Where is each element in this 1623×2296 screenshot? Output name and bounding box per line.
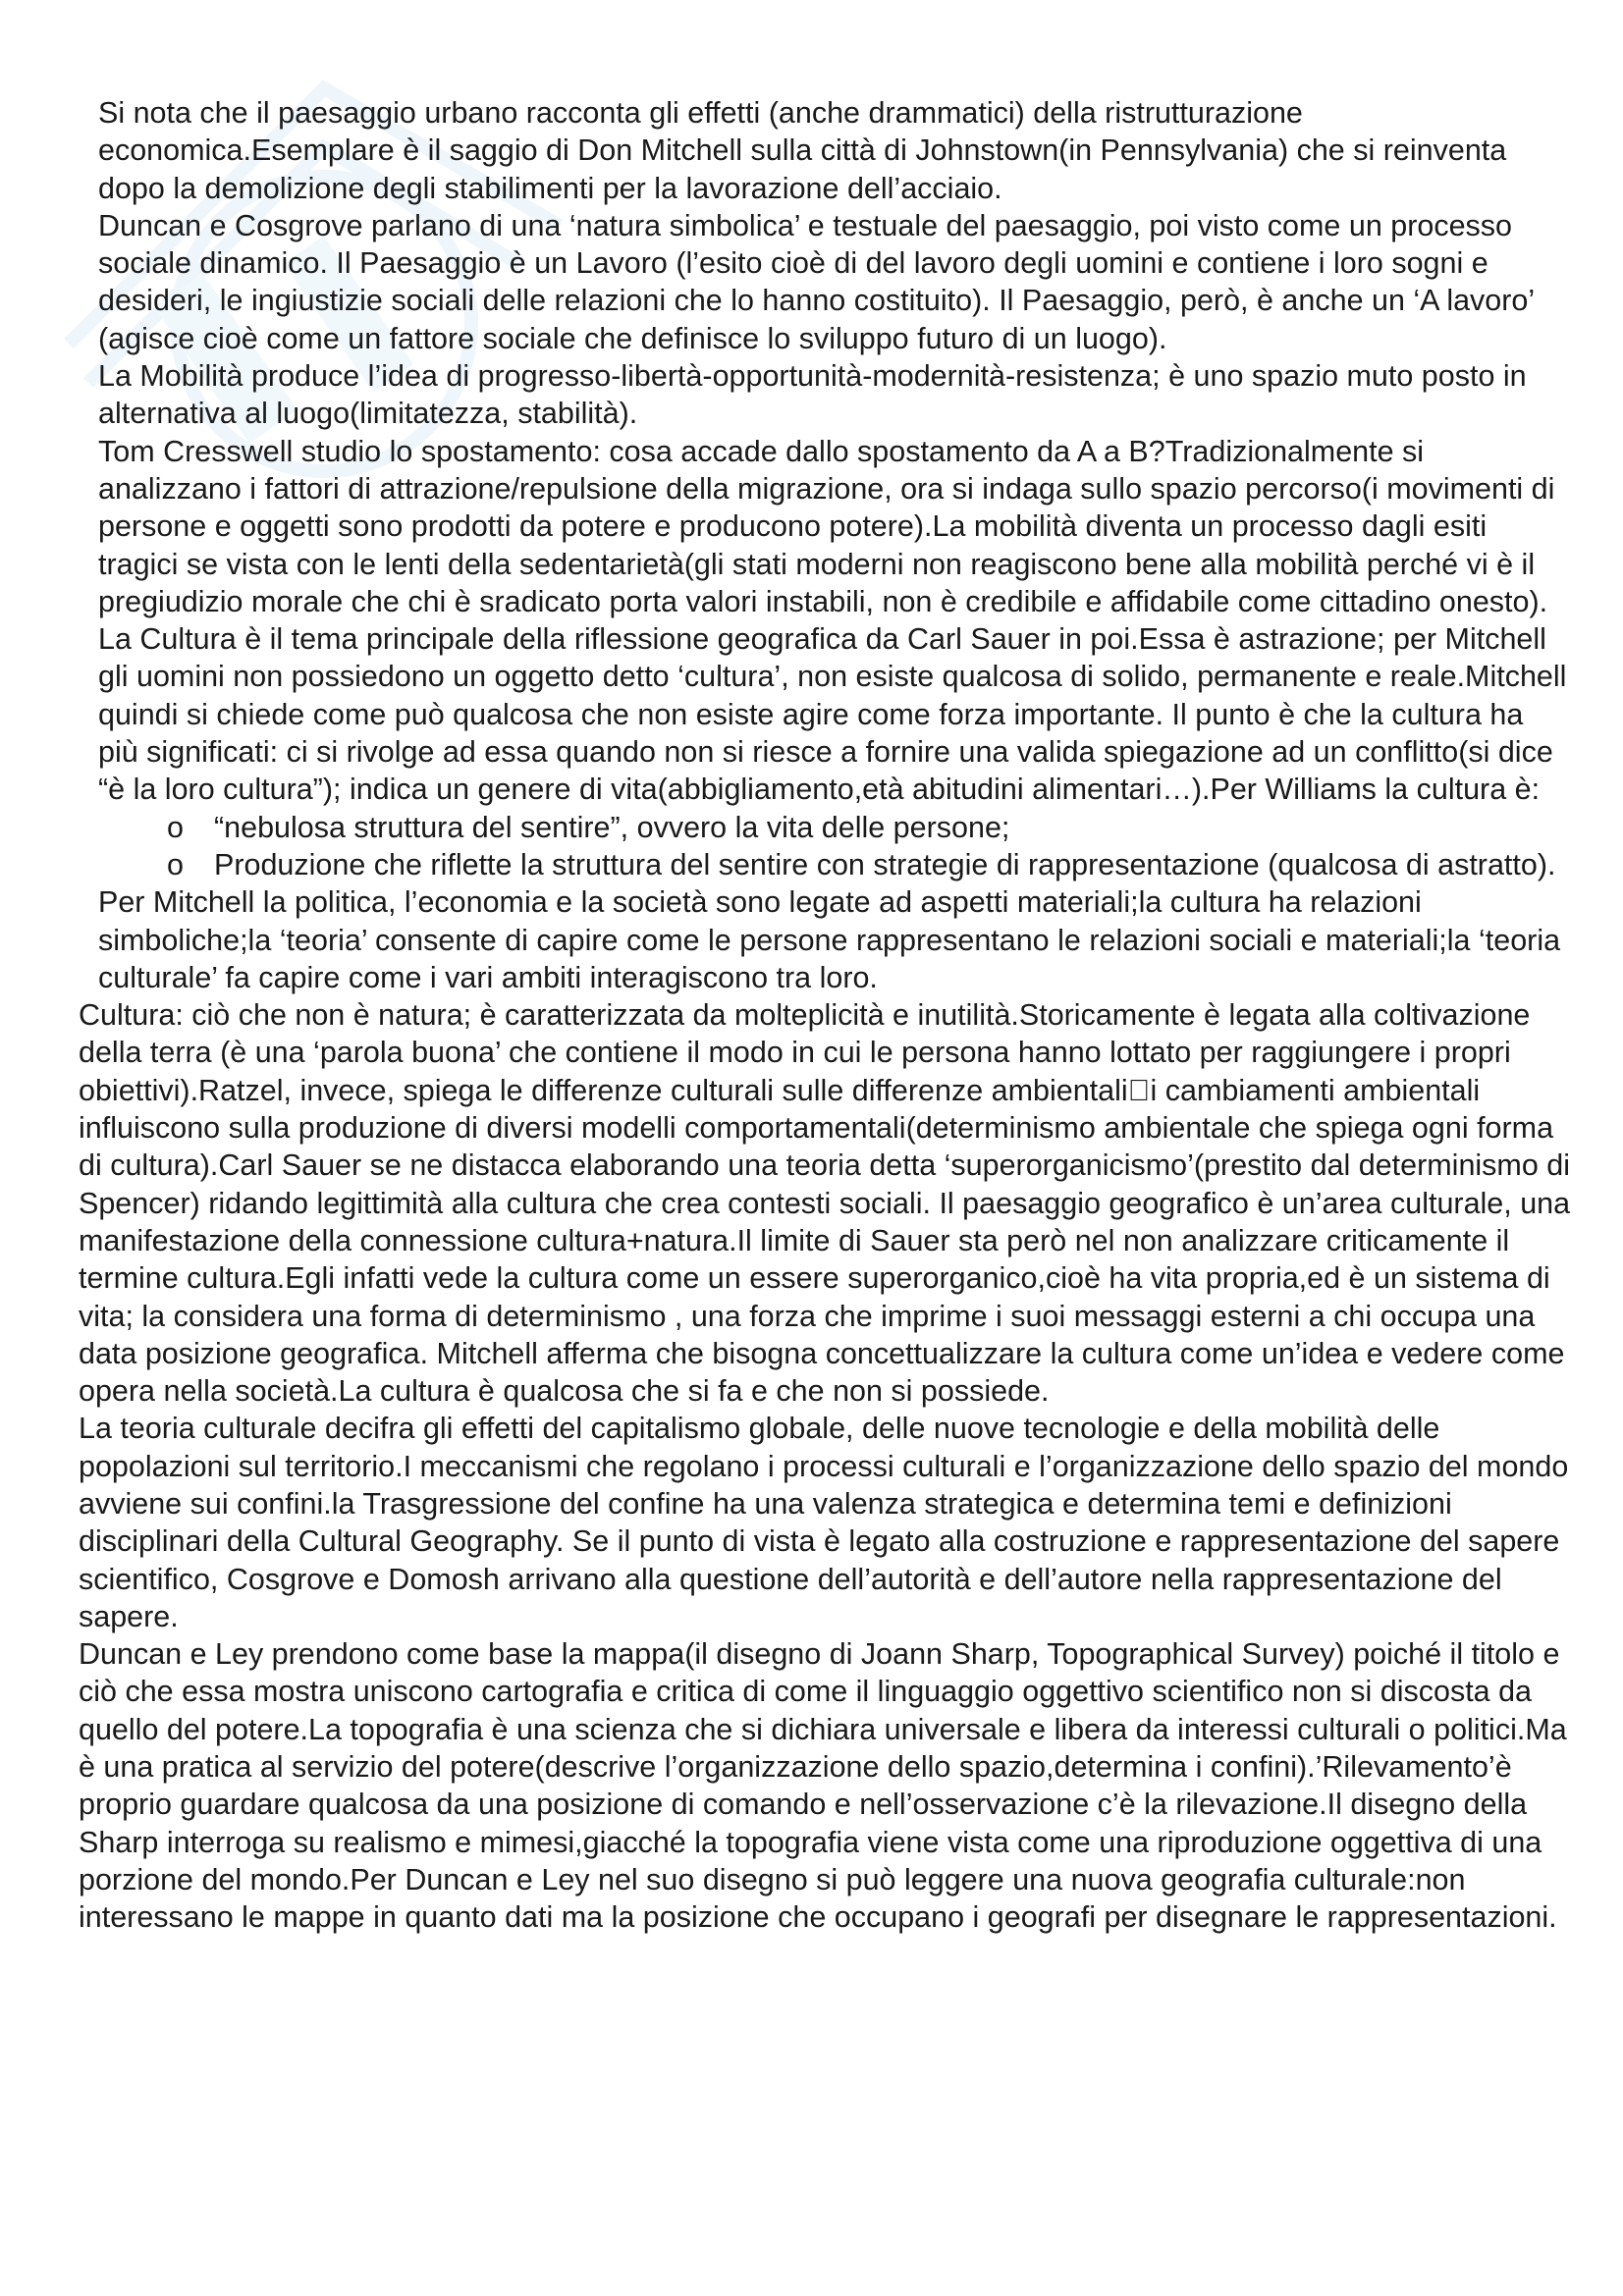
paragraph-natura-simbolica: Duncan e Cosgrove parlano di una ‘natura simbolica’ e testuale del paesaggio, poi visto come un processo sociale dinamico. Il Paesaggio è un Lavoro (l’esito cioè di del lavoro degli uomini e contiene i loro sogni e desideri, le ingiustizie sociali delle relazioni che lo hanno costituito). Il Paesaggio, però, è anche un ‘A lavoro’ (agisce cioè come un fattore sociale che definisce lo sviluppo futuro di un luogo).: [98, 208, 1535, 355]
list-item-text: “nebulosa struttura del sentire”, ovvero la vita delle persone;: [214, 810, 1010, 844]
paragraph-teoria-culturale: La teoria culturale decifra gli effetti del capitalismo globale, delle nuove tecnologie e della mobilità delle popolazioni sul territorio.I meccanismi che regolano i processi culturali e l’organizzazione dello spazio del mondo avviene sui confini.la Trasgressione del confine ha una valenza strategica e determina temi e definizioni disciplinari della Cultural Geography. Se il punto di vista è legato alla costruzione e rappresentazione del sapere scientifico, Cosgrove e Domosh arrivano alla questione dell’autorità e dell’autore nella rappresentazione del sapere.: [79, 1412, 1569, 1633]
paragraph-mobilita: La Mobilità produce l’idea di progresso-libertà-opportunità-modernità-resistenza; è uno spazio muto posto in alternativa al luogo(limitatezza, stabilità).: [98, 359, 1527, 431]
paragraph-duncan-ley: Duncan e Ley prendono come base la mappa(il disegno di Joann Sharp, Topographical Survey) poiché il titolo e ciò che essa mostra uniscono cartografia e critica di come il linguaggio oggettivo scientifico non si discosta da quello del potere.La topografia è una scienza che si dichiara universale e libera da interessi culturali o politici.Ma è una pratica al servizio del potere(descrive l’organizzazione dello spazio,determina i confini).’Rilevamento’è proprio guardare qualcosa da una posizione di comando e nell’osservazione c’è la rilevazione.Il disegno della Sharp interroga su realismo e mimesi,giacché la topografia viene vista come una riproduzione oggettiva di una porzione del mondo.Per Duncan e Ley nel suo disegno si può leggere una nuova geografia culturale:non interessano le mappe in quanto dati ma la posizione che occupano i geografi per disegnare le rappresentazioni.: [79, 1637, 1567, 1935]
list-item: [79, 809, 1571, 846]
bullet-icon: o: [167, 810, 184, 844]
list-item: [79, 846, 1571, 883]
paragraph-paesaggio-urbano: Si nota che il paesaggio urbano racconta gli effetti (anche drammatici) della ristrutturazione economica.Esemplare è il saggio di Don Mitchell sulla città di Johnstown(in Pennsylvania) che si reinventa dopo la demolizione degli stabilimenti per la lavorazione dell’acciaio.: [98, 96, 1507, 205]
list-item-text: Produzione che riflette la struttura del sentire con strategie di rappresentazione (qualcosa di astratto).: [214, 847, 1556, 881]
paragraph-cultura-tema: La Cultura è il tema principale della riflessione geografica da Carl Sauer in poi.Essa è astrazione; per Mitchell gli uomini non possiedono un oggetto detto ‘cultura’, non esiste qualcosa di solido, permanente e reale.Mitchell quindi si chiede come può qualcosa che non esiste agire come forza importante. Il punto è che la cultura ha più significati: ci si rivolge ad essa quando non si riesce a fornire una valida spiegazione ad un conflitto(si dice “è la loro cultura”); indica un genere di vita(abbigliamento,età abitudini alimentari…).Per Williams la cultura è:: [98, 622, 1567, 807]
document-body: [79, 94, 1571, 1937]
bullet-icon: o: [167, 847, 184, 881]
paragraph-cultura-definizione: Cultura: ciò che non è natura; è caratterizzata da molteplicità e inutilità.Storicamente è legata alla coltivazione della terra (è una ‘parola buona’ che contiene il modo in cui le persona hanno lottato per raggiungere i propri obiettivi).Ratzel, invece, spiega le differenze culturali sulle differenze ambientali􀃆i cambiamenti ambientali influiscono sulla produzione di diversi modelli comportamentali(determinismo ambientale che spiega ogni forma di cultura).Carl Sauer se ne distacca elaborando una teoria detta ‘superorganicismo’(prestito dal determinismo di Spencer) ridando legittimità alla cultura che crea contesti sociali. Il paesaggio geografico è un’area culturale, una manifestazione della connessione cultura+natura.Il limite di Sauer sta però nel non analizzare criticamente il termine cultura.Egli infatti vede la cultura come un essere superorganico,cioè ha vita propria,ed è un sistema di vita; la considera una forma di determinismo , una forza che imprime i suoi messaggi esterni a chi occupa una data posizione geografica. Mitchell afferma che bisogna concettualizzare la cultura come un’idea e vedere come opera nella società.La cultura è qualcosa che si fa e che non si possiede.: [79, 998, 1571, 1409]
paragraph-mitchell-politica: Per Mitchell la politica, l’economia e la società sono legate ad aspetti materiali;la cultura ha relazioni simboliche;la ‘teoria’ consente di capire come le persone rappresentano le relazioni sociali e materiali;la ‘teoria culturale’ fa capire come i vari ambiti interagiscono tra loro.: [98, 885, 1561, 994]
williams-list: [79, 809, 1571, 884]
paragraph-cresswell: Tom Cresswell studio lo spostamento: cosa accade dallo spostamento da A a B?Tradizionalmente si analizzano i fattori di attrazione/repulsione della migrazione, ora si indaga sullo spazio percorso(i movimenti di persone e oggetti sono prodotti da potere e producono potere).La mobilità diventa un processo dagli esiti tragici se vista con le lenti della sedentarietà(gli stati moderni non reagiscono bene alla mobilità perché vi è il pregiudizio morale che chi è sradicato porta valori instabili, non è credibile e affidabile come cittadino onesto).: [98, 434, 1555, 618]
